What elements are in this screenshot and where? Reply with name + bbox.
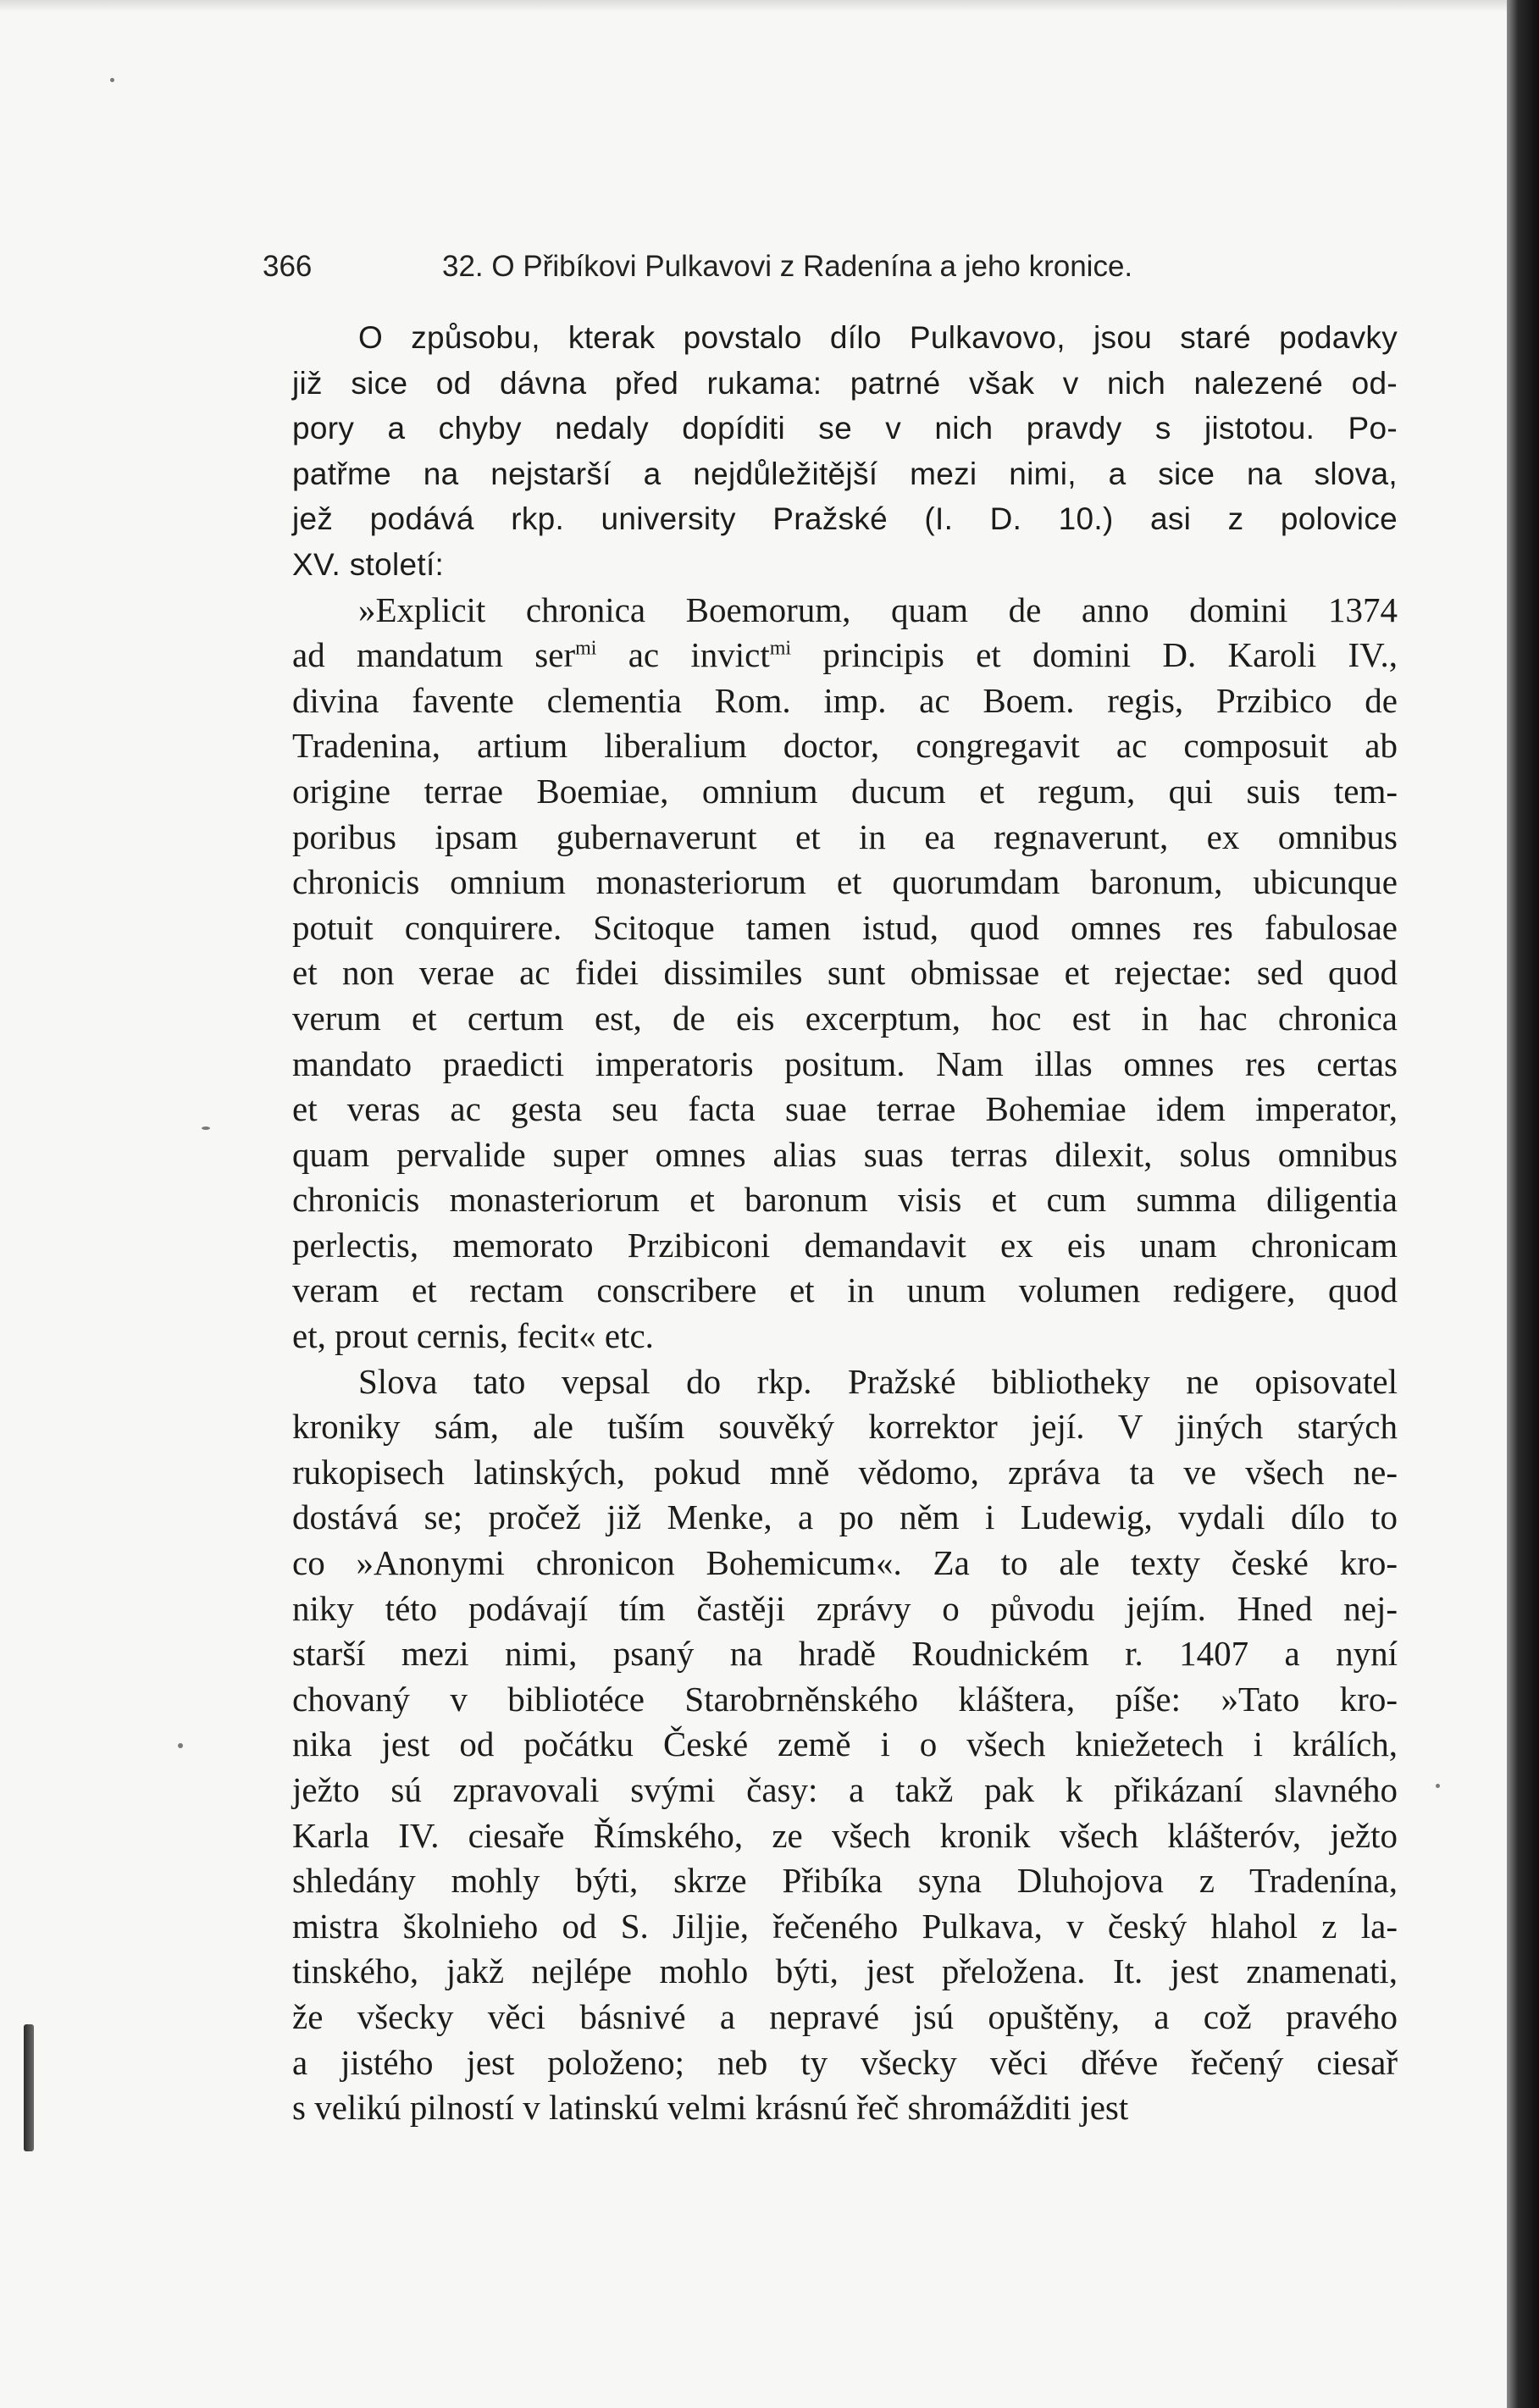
text-line: O způsobu, kterak povstalo dílo Pulkavovo, jsou staré podavky xyxy=(358,320,1398,355)
text-line: niky této podávají tím častěji zprávy o původu jejím. Hned nej- xyxy=(292,1588,1398,1628)
margin-speck xyxy=(178,1743,183,1748)
text-line: kroniky sám, ale tuším souvěký korrektor její. V jiných starých xyxy=(292,1407,1398,1447)
margin-speck xyxy=(202,1127,210,1130)
text-line: poribus ipsam gubernaverunt et in ea regnaverunt, ex omnibus xyxy=(292,817,1398,856)
text-line: verum et certum est, de eis excerptum, hoc est in hac chronica xyxy=(292,998,1398,1038)
text-line: chronicis omnium monasteriorum et quorumdam baronum, ubicunque xyxy=(292,862,1398,902)
top-shadow xyxy=(0,0,1507,12)
text-line: divina favente clementia Rom. imp. ac Boem. regis, Przibico de xyxy=(292,680,1398,720)
text-line: Tradenina, artium liberalium doctor, congregavit ac composuit ab xyxy=(292,726,1398,766)
text-line: chovaný v bibliotéce Starobrněnského kláštera, píše: »Tato kro- xyxy=(292,1679,1398,1719)
text-line: patřme na nejstarší a nejdůležitější mezi nimi, a sice na slova, xyxy=(292,456,1398,491)
margin-speck xyxy=(1436,1784,1440,1788)
text-line: pory a chyby nedaly dopíditi se v nich pravdy s jistotou. Po- xyxy=(292,411,1398,446)
text-line: mistra školnieho od S. Jiljie, řečeného Pulkava, v český hlahol z la- xyxy=(292,1906,1398,1946)
text-line: starší mezi nimi, psaný na hradě Roudnickém r. 1407 a nyní xyxy=(292,1634,1398,1674)
text-line: rukopisech latinských, pokud mně vědomo, zpráva ta ve všech ne- xyxy=(292,1452,1398,1492)
paragraph xyxy=(292,315,1398,588)
running-header xyxy=(263,246,1313,288)
left-margin-scan-mark xyxy=(24,2024,34,2151)
text-line: tinského, jakž nejlépe mohlo býti, jest přeložena. It. jest znamenati, xyxy=(292,1951,1398,1991)
paragraph xyxy=(292,588,1398,1359)
right-page-edge-shadow xyxy=(1507,0,1539,2408)
text-line: origine terrae Boemiae, omnium ducum et regum, qui suis tem- xyxy=(292,771,1398,811)
paragraph xyxy=(292,1359,1398,2131)
text-line: ježto sú zpravovali svými časy: a takž pak k přikázaní slavného xyxy=(292,1770,1398,1809)
text-line: et non verae ac fidei dissimiles sunt obmissae et rejectae: sed quod xyxy=(292,953,1398,993)
text-line: perlectis, memorato Przibiconi demandavit ex eis unam chronicam xyxy=(292,1225,1398,1265)
running-title: 32. O Přibíkovi Pulkavovi z Radenína a jeho kronice. xyxy=(442,250,1133,283)
text-line: již sice od dávna před rukama: patrné však v nich nalezené od- xyxy=(292,365,1398,401)
text-line: co »Anonymi chronicon Bohemicum«. Za to ale texty české kro- xyxy=(292,1543,1398,1583)
text-line: shledány mohly býti, skrze Přibíka syna Dluhojova z Tradenína, xyxy=(292,1861,1398,1901)
page-number: 366 xyxy=(263,250,313,283)
text-line: mandato praedicti imperatoris positum. Nam illas omnes res certas xyxy=(292,1043,1398,1083)
text-line: Slova tato vepsal do rkp. Pražské bibliotheky ne opisovatel xyxy=(358,1361,1398,1401)
text-line: a jistého jest položeno; neb ty všecky věci dřéve řečený ciesař xyxy=(292,2042,1398,2082)
text-line: ad mandatum ser$^{mi}$ ac invict$^{mi}$ principis et domini D. Karoli IV., xyxy=(292,635,1398,675)
text-line: »Explicit chronica Boemorum, quam de anno domini 1374 xyxy=(358,590,1398,629)
text-line: et veras ac gesta seu facta suae terrae Bohemiae idem imperator, xyxy=(292,1089,1398,1129)
text-line: dostává se; pročež již Menke, a po něm i Ludewig, vydali dílo to xyxy=(292,1497,1398,1537)
text-line: chronicis monasteriorum et baronum visis et cum summa diligentia xyxy=(292,1180,1398,1220)
text-line: quam pervalide super omnes alias suas terras dilexit, solus omnibus xyxy=(292,1134,1398,1174)
text-line: jež podává rkp. university Pražské (I. D. 10.) asi z polovice xyxy=(292,501,1398,537)
text-line: veram et rectam conscribere et in unum volumen redigere, quod xyxy=(292,1270,1398,1310)
text-line: XV. století: xyxy=(292,546,445,582)
text-line: nika jest od počátku České země i o všech kniežetech i králích, xyxy=(292,1724,1398,1764)
text-line: potuit conquirere. Scitoque tamen istud, quod omnes res fabulosae xyxy=(292,907,1398,947)
text-line: že všecky věci básnivé a nepravé jsú opuštěny, a což pravého xyxy=(292,1996,1398,2036)
text-line: s velikú pilností v latinskú velmi krásnú řeč shromážditi jest xyxy=(292,2088,1129,2128)
margin-speck xyxy=(110,78,114,82)
body-text xyxy=(292,315,1398,2131)
text-line: et, prout cernis, fecit« etc. xyxy=(292,1316,654,1356)
text-line: Karla IV. ciesaře Římského, ze všech kronik všech klášteróv, ježto xyxy=(292,1815,1398,1855)
